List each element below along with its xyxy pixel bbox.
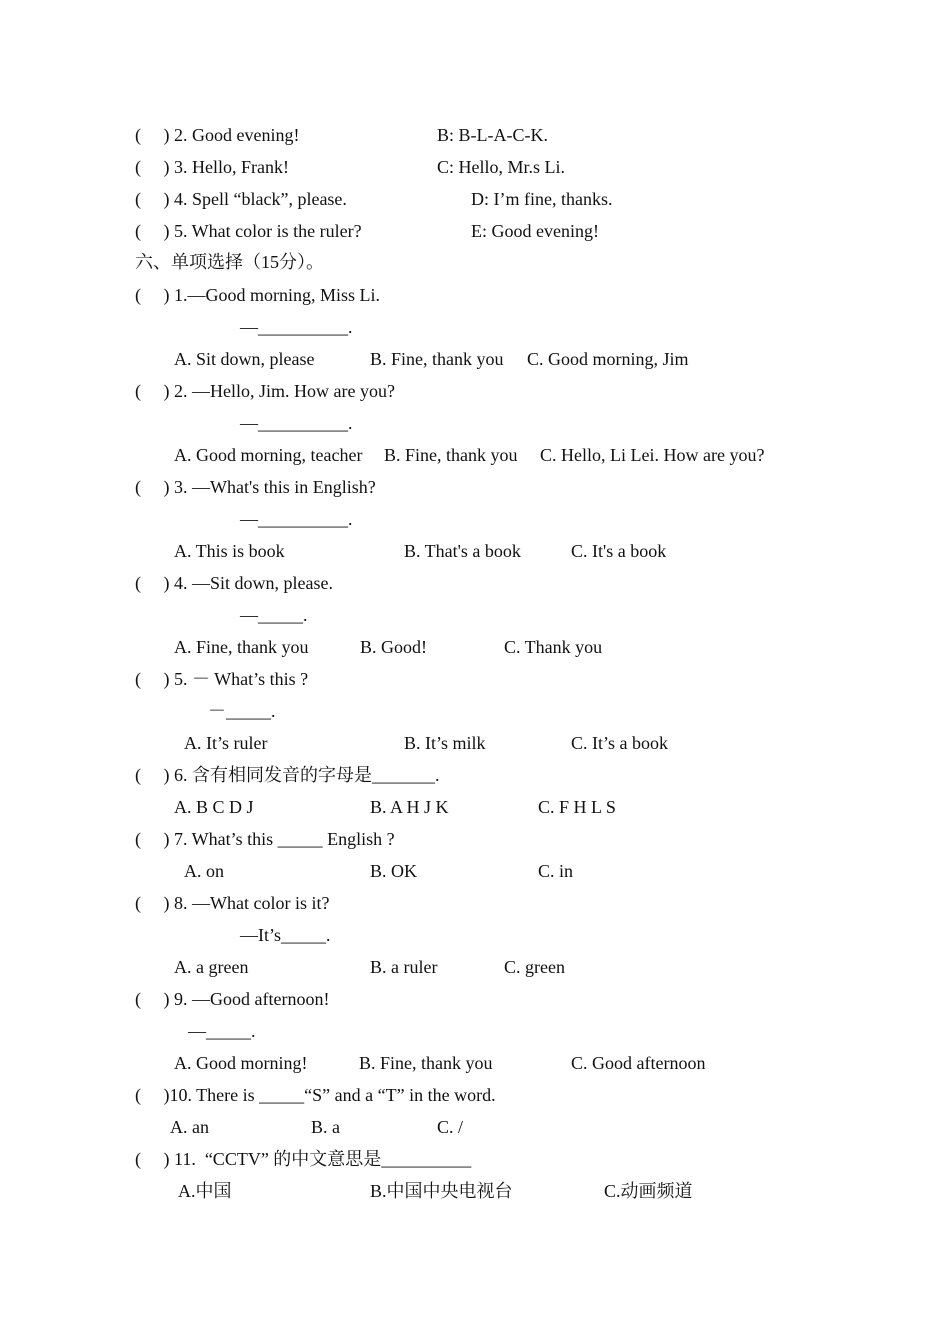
matching-question-2: ( ) 2. Good evening! <box>135 125 300 145</box>
question-2-option-b: B. Fine, thank you <box>384 445 518 465</box>
question-11: ( ) 11. “CCTV” 的中文意思是__________ <box>135 1149 472 1169</box>
matching-question-4: ( ) 4. Spell “black”, please. <box>135 189 347 209</box>
question-7-option-a: A. on <box>184 861 224 881</box>
question-11-option-b: B.中国中央电视台 <box>370 1181 513 1201</box>
question-7-option-c: C. in <box>538 861 574 881</box>
question-10: ( )10. There is _____“S” and a “T” in the word. <box>135 1085 496 1105</box>
question-8-option-c: C. green <box>504 957 565 977</box>
question-8-option-a: A. a green <box>174 957 249 977</box>
question-1-option-b: B. Fine, thank you <box>370 349 504 369</box>
question-4-option-c: C. Thank you <box>504 637 603 657</box>
matching-question-3: ( ) 3. Hello, Frank! <box>135 157 289 177</box>
matching-question-5: ( ) 5. What color is the ruler? <box>135 221 362 241</box>
question-3-option-c: C. It's a book <box>571 541 667 561</box>
question-3-option-a: A. This is book <box>174 541 285 561</box>
question-9: ( ) 9. —Good afternoon! <box>135 989 330 1009</box>
question-7: ( ) 7. What’s this _____ English ? <box>135 829 395 849</box>
question-3: ( ) 3. —What's this in English? <box>135 477 376 497</box>
question-5-option-c: C. It’s a book <box>571 733 668 753</box>
question-9-option-a: A. Good morning! <box>174 1053 308 1073</box>
question-2-option-a: A. Good morning, teacher <box>174 445 363 465</box>
matching-answer-b: B: B-L-A-C-K. <box>437 125 548 145</box>
question-6-option-b: B. A H J K <box>370 797 449 817</box>
section-six-title: 六、单项选择（15分）。 <box>135 252 324 272</box>
question-1-option-c: C. Good morning, Jim <box>527 349 689 369</box>
question-1-option-a: A. Sit down, please <box>174 349 315 369</box>
question-10-option-b: B. a <box>311 1117 340 1137</box>
question-9-option-b: B. Fine, thank you <box>359 1053 493 1073</box>
question-3-response: —__________. <box>240 509 353 529</box>
question-2-option-c: C. Hello, Li Lei. How are you? <box>540 445 765 465</box>
question-1: ( ) 1.—Good morning, Miss Li. <box>135 285 380 305</box>
question-8-option-b: B. a ruler <box>370 957 438 977</box>
question-6-option-a: A. B C D J <box>174 797 254 817</box>
question-5-option-a: A. It’s ruler <box>184 733 268 753</box>
question-2-response: —__________. <box>240 413 353 433</box>
question-2: ( ) 2. —Hello, Jim. How are you? <box>135 381 395 401</box>
question-4-option-a: A. Fine, thank you <box>174 637 309 657</box>
question-4: ( ) 4. —Sit down, please. <box>135 573 333 593</box>
question-7-option-b: B. OK <box>370 861 418 881</box>
question-11-option-c: C.动画频道 <box>604 1181 693 1201</box>
question-6: ( ) 6. 含有相同发音的字母是_______. <box>135 765 440 785</box>
question-10-option-c: C. / <box>437 1117 464 1137</box>
matching-answer-c: C: Hello, Mr.s Li. <box>437 157 566 177</box>
question-3-option-b: B. That's a book <box>404 541 521 561</box>
question-9-response: —_____. <box>188 1021 256 1041</box>
question-11-option-a: A.中国 <box>178 1181 232 1201</box>
question-8-response: —It’s_____. <box>240 925 331 945</box>
question-6-option-c: C. F H L S <box>538 797 616 817</box>
question-8: ( ) 8. —What color is it? <box>135 893 330 913</box>
question-1-response: —__________. <box>240 317 353 337</box>
question-5-response: －_____. <box>208 701 276 721</box>
question-10-option-a: A. an <box>170 1117 209 1137</box>
question-5: ( ) 5. － What’s this ? <box>135 669 309 689</box>
matching-answer-e: E: Good evening! <box>471 221 599 241</box>
question-4-option-b: B. Good! <box>360 637 427 657</box>
question-5-option-b: B. It’s milk <box>404 733 486 753</box>
matching-answer-d: D: I’m fine, thanks. <box>471 189 613 209</box>
question-4-response: —_____. <box>240 605 308 625</box>
question-9-option-c: C. Good afternoon <box>571 1053 706 1073</box>
